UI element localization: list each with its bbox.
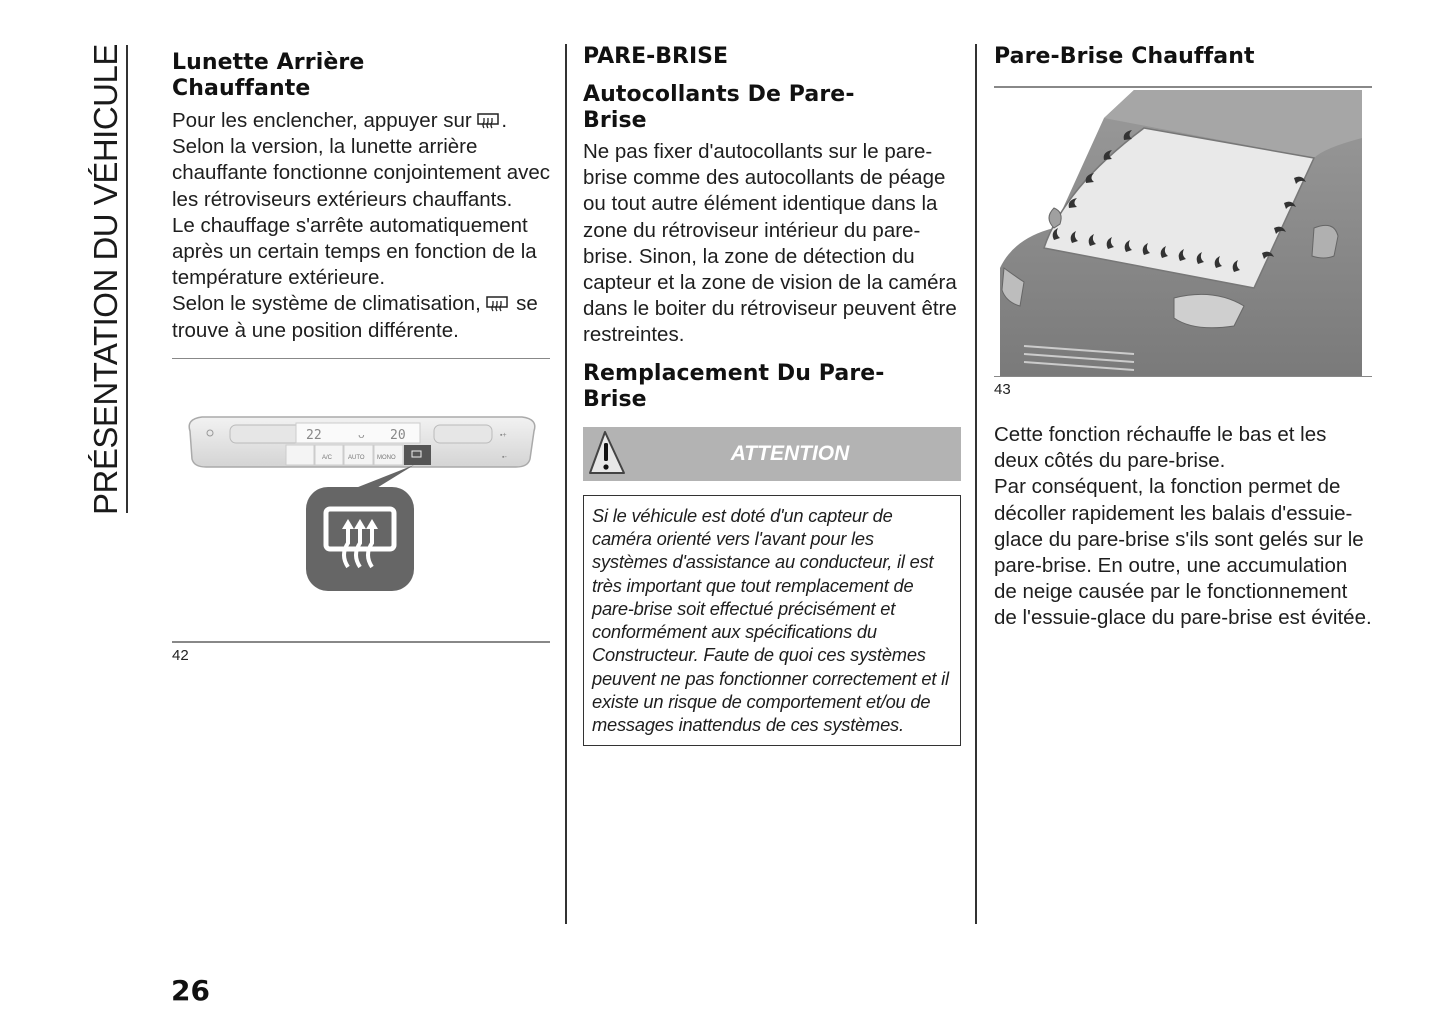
column-3	[994, 44, 1372, 632]
text: se trouve à une position différente.	[172, 292, 538, 342]
column-divider	[565, 44, 567, 924]
figure-climate-panel	[172, 359, 550, 649]
temp-left: 22	[306, 428, 322, 444]
rear-defrost-icon	[486, 296, 510, 312]
climate-control-panel-illustration	[172, 359, 550, 649]
heading-windshield-replacement	[583, 361, 961, 413]
svg-text:AUTO: AUTO	[348, 455, 365, 462]
side-title-rule	[126, 45, 128, 513]
figure-number: 42	[172, 646, 189, 664]
paragraph	[172, 108, 550, 134]
heading-line: Lunette Arrière	[172, 50, 365, 75]
heading-line: Chauffante	[172, 76, 311, 101]
attention-banner	[583, 427, 961, 481]
heading-line: Autocollants De Pare-	[583, 82, 855, 107]
page-number: 26	[171, 974, 210, 1007]
figure-rule	[994, 376, 1372, 378]
text: Selon le système de climatisation,	[172, 292, 487, 316]
heading-windshield-stickers	[583, 82, 961, 134]
paragraph	[172, 291, 550, 343]
svg-text:▪+: ▪+	[500, 432, 507, 440]
paragraph: Selon la version, la lunette arrière chauffante fonctionne conjointement avec les rétroviseurs extérieurs chauffants.	[172, 135, 550, 211]
column-1	[172, 44, 550, 664]
svg-text:ᴗ: ᴗ	[358, 428, 365, 442]
svg-text:▪-: ▪-	[502, 454, 507, 462]
paragraph: Cette fonction réchauffe le bas et les deux côtés du pare-brise.	[994, 423, 1327, 473]
heated-windshield-illustration	[994, 88, 1372, 376]
heading-line: Brise	[583, 108, 647, 133]
text: Pour les enclencher, appuyer sur	[172, 109, 478, 132]
attention-text: Si le véhicule est doté d'un capteur de caméra orienté vers l'avant pour les systèmes d'assistance au conducteur, il est très important que tout remplacement de pare-brise soit effectué précisément et conformément aux spécifications du Constructeur. Faute de quoi ces systèmes peuvent ne pas fonctionner correctement et il existe un risque de comportement et/ou de messages inattendus de ces systèmes.	[592, 504, 949, 736]
paragraph: Par conséquent, la fonction permet de décoller rapidement les balais d'essuie-glace du pare-brise s'ils sont gelés sur le pare-brise. En outre, une accumulation de neige causée par le fonctionnement de l'essuie-glace du pare-brise est évitée.	[994, 475, 1372, 630]
text: .	[501, 109, 508, 132]
column-divider	[975, 44, 977, 924]
heading-line: Remplacement Du Pare-	[583, 360, 885, 386]
paragraph: Le chauffage s'arrête automatiquement après un certain temps en fonction de la température extérieure.	[172, 213, 537, 290]
heading-line: Brise	[583, 386, 647, 412]
heading-rear-window-heater	[172, 50, 550, 102]
temp-right: 20	[390, 428, 406, 444]
chapter-side-title-text: PRÉSENTATION DU VÉHICULE	[87, 44, 124, 515]
heading-heated-windshield: Pare-Brise Chauffant	[994, 44, 1255, 69]
section-title: PARE-BRISE	[583, 44, 728, 69]
attention-box	[583, 495, 961, 746]
rear-defrost-icon	[477, 113, 501, 129]
column-2	[583, 44, 961, 746]
svg-text:MONO: MONO	[377, 455, 396, 462]
figure-heated-windshield	[994, 88, 1372, 376]
svg-text:A/C: A/C	[322, 455, 333, 462]
figure-number: 43	[994, 381, 1011, 398]
attention-label: ATTENTION	[730, 441, 850, 465]
paragraph: Ne pas fixer d'autocollants sur le pare-brise comme des autocollants de péage ou tout autre élément identique dans la zone du rétroviseur intérieur du pare-brise. Sinon, la zone de détection du capteur et la zone de vision de la caméra dans le boiter du rétroviseur peuvent être restreintes.	[583, 140, 957, 347]
chapter-side-title	[88, 45, 124, 515]
